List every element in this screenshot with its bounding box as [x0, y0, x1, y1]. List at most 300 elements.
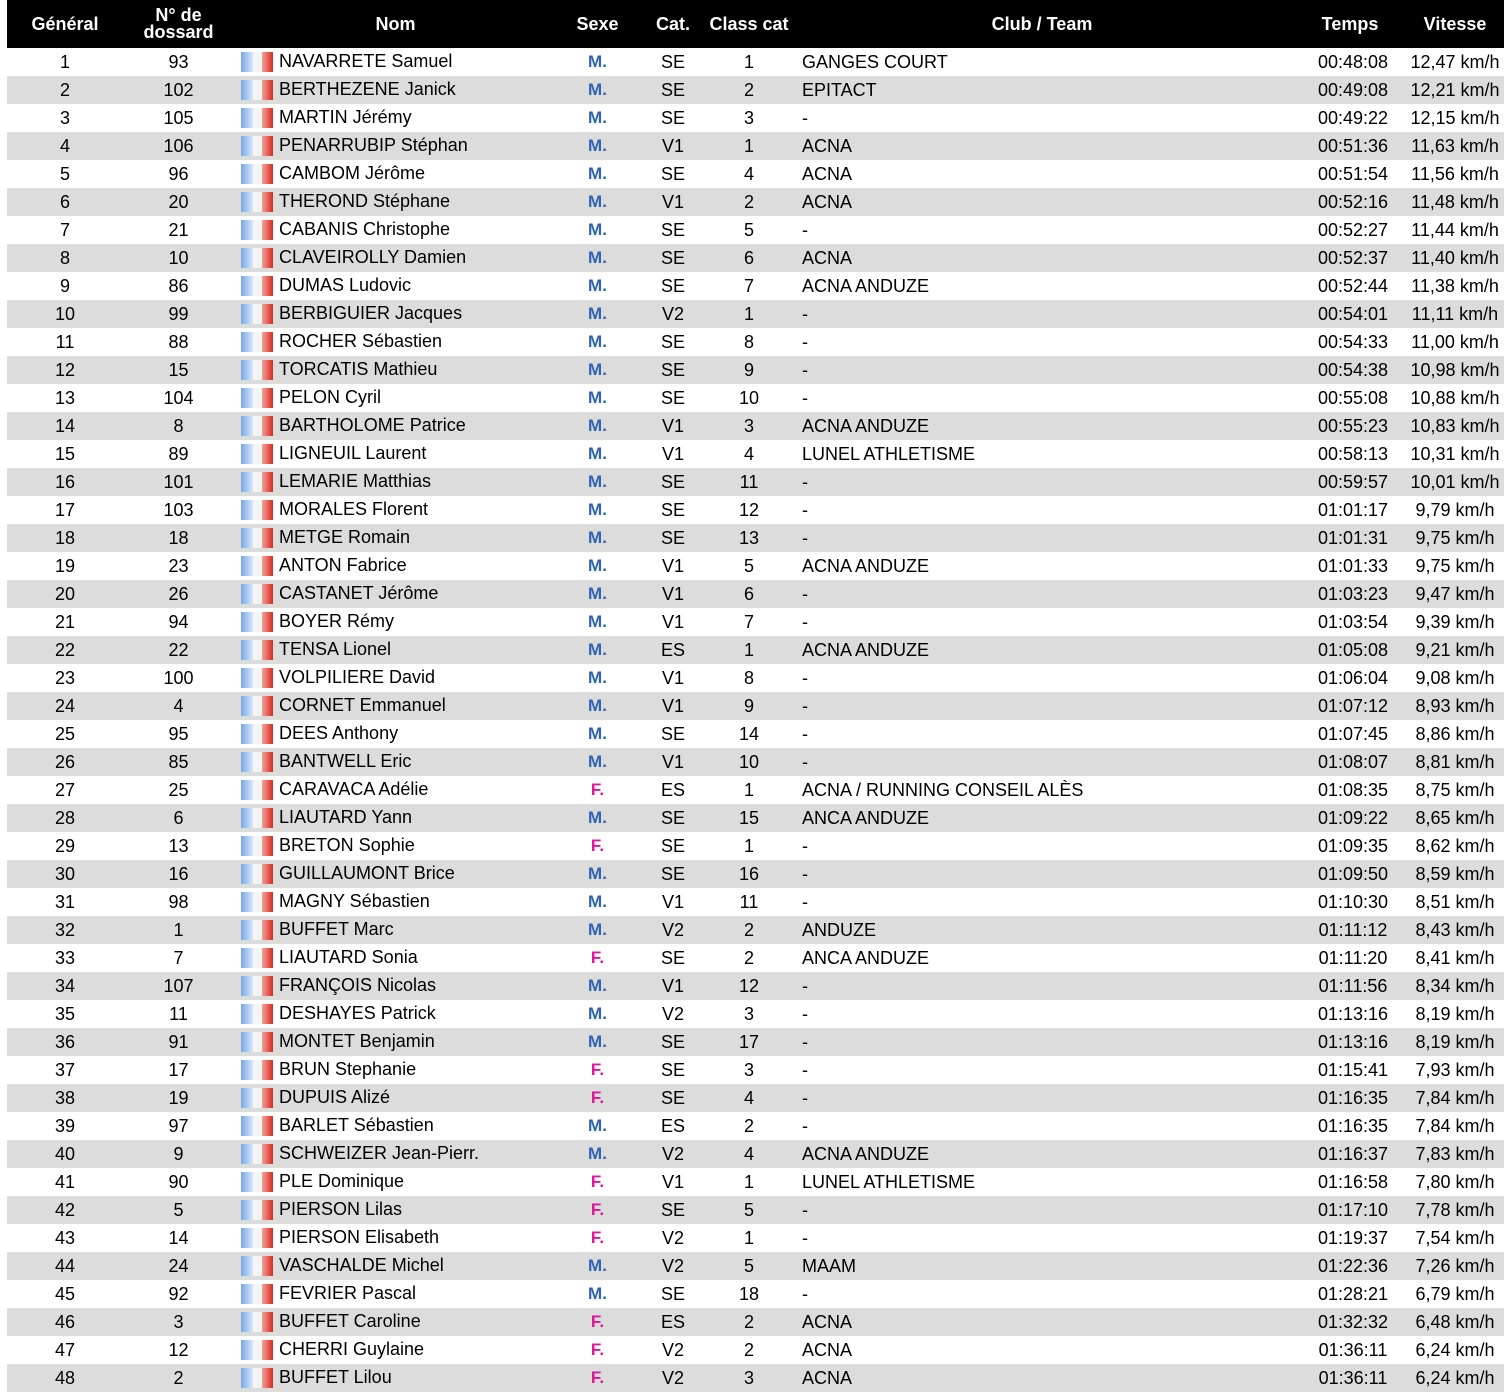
- cell-sexe: F.: [557, 1364, 638, 1392]
- cell-cat: SE: [660, 499, 685, 520]
- runner-name[interactable]: LIAUTARD Yann: [279, 807, 413, 828]
- cell-class-cat: 16: [708, 860, 790, 888]
- table-row[interactable]: [7, 132, 1504, 160]
- cell-temps: 01:13:16: [1294, 1028, 1406, 1056]
- cell-vitesse: 8,93 km/h: [1406, 692, 1504, 720]
- cell-club: ACNA: [790, 188, 1294, 216]
- cell-vitesse: 7,84 km/h: [1406, 1084, 1504, 1112]
- cell-dossard: 5: [123, 1196, 234, 1224]
- france-flag-icon: [241, 808, 273, 828]
- cell-class-cat: 5: [743, 219, 754, 240]
- cell-temps: 01:16:58: [1317, 1171, 1389, 1192]
- cell-cat: V2: [638, 300, 708, 328]
- cell-nom: [234, 468, 557, 496]
- runner-name[interactable]: CABANIS Christophe: [279, 219, 451, 240]
- table-row[interactable]: [7, 1000, 1504, 1028]
- cell-temps: 00:58:13: [1317, 443, 1389, 464]
- table-row[interactable]: [7, 972, 1504, 1000]
- cell-club: GANGES COURT: [802, 51, 948, 72]
- runner-name[interactable]: PIERSON Lilas: [279, 1199, 403, 1220]
- table-row[interactable]: [7, 1056, 1504, 1084]
- runner-name[interactable]: NAVARRETE Samuel: [279, 51, 453, 72]
- cell-vitesse: 7,80 km/h: [1415, 1171, 1495, 1192]
- cell-sexe: M.: [588, 1004, 607, 1023]
- france-flag-icon: [241, 500, 273, 520]
- cell-dossard: 13: [168, 835, 189, 856]
- france-flag-icon: [241, 668, 273, 688]
- results-body: [7, 48, 1504, 1392]
- france-flag-icon: [241, 1256, 273, 1276]
- cell-dossard: 6: [123, 804, 234, 832]
- runner-name[interactable]: CLAVEIROLLY Damien: [279, 247, 467, 268]
- cell-vitesse: 12,21 km/h: [1406, 76, 1504, 104]
- cell-dossard: 24: [123, 1252, 234, 1280]
- cell-nom: [234, 328, 557, 356]
- table-row[interactable]: [7, 412, 1504, 440]
- table-row[interactable]: [7, 216, 1504, 244]
- runner-name[interactable]: VOLPILIERE David: [279, 667, 436, 688]
- cell-class-cat: 13: [708, 524, 790, 552]
- table-row[interactable]: [7, 1252, 1504, 1280]
- cell-cat: SE: [638, 524, 708, 552]
- runner-name[interactable]: BUFFET Caroline: [279, 1311, 421, 1332]
- cell-nom: [234, 1224, 557, 1252]
- cell-dossard: 98: [168, 891, 189, 912]
- table-row[interactable]: [7, 468, 1504, 496]
- cell-cat: V2: [661, 1227, 685, 1248]
- france-flag-icon: [241, 472, 273, 492]
- cell-nom: [234, 272, 557, 300]
- table-row[interactable]: [7, 916, 1504, 944]
- cell-class-cat: 1: [708, 636, 790, 664]
- cell-temps: 01:09:50: [1294, 860, 1406, 888]
- cell-vitesse: 7,54 km/h: [1415, 1227, 1495, 1248]
- cell-sexe: M.: [588, 892, 607, 911]
- table-row[interactable]: [7, 1364, 1504, 1392]
- cell-dossard: 86: [168, 275, 189, 296]
- table-row[interactable]: [7, 328, 1504, 356]
- cell-nom: [234, 496, 557, 524]
- cell-cat: SE: [638, 860, 708, 888]
- cell-temps: 01:07:12: [1294, 692, 1406, 720]
- cell-club: -: [790, 972, 1294, 1000]
- table-row[interactable]: [7, 1224, 1504, 1252]
- table-row[interactable]: [7, 1140, 1504, 1168]
- cell-cat: V1: [661, 1171, 685, 1192]
- cell-nom: [234, 832, 557, 860]
- runner-name[interactable]: DUMAS Ludovic: [279, 275, 412, 296]
- runner-name[interactable]: PIERSON Elisabeth: [279, 1227, 440, 1248]
- cell-dossard: 26: [123, 580, 234, 608]
- runner-name[interactable]: LEMARIE Matthias: [279, 471, 432, 492]
- cell-temps: 00:52:37: [1294, 244, 1406, 272]
- cell-nom: [234, 412, 557, 440]
- france-flag-icon: [241, 892, 273, 912]
- cell-club: ACNA: [790, 1364, 1294, 1392]
- cell-class-cat: 18: [738, 1283, 760, 1304]
- cell-temps: 00:51:54: [1317, 163, 1389, 184]
- france-flag-icon: [241, 1200, 273, 1220]
- cell-cat: V2: [661, 1339, 685, 1360]
- runner-name[interactable]: THEROND Stéphane: [279, 191, 451, 212]
- cell-nom: [234, 1140, 557, 1168]
- cell-nom: [234, 888, 557, 916]
- header-general[interactable]: Général: [7, 0, 123, 48]
- runner-name[interactable]: CHERRI Guylaine: [279, 1339, 425, 1360]
- runner-name[interactable]: PELON Cyril: [279, 387, 382, 408]
- cell-general: 23: [54, 667, 76, 688]
- cell-vitesse: 7,83 km/h: [1406, 1140, 1504, 1168]
- table-row[interactable]: [7, 76, 1504, 104]
- cell-temps: 01:05:08: [1294, 636, 1406, 664]
- table-row[interactable]: [7, 1028, 1504, 1056]
- cell-nom: [234, 300, 557, 328]
- table-row[interactable]: [7, 804, 1504, 832]
- cell-class-cat: 3: [743, 1003, 754, 1024]
- cell-class-cat: 1: [743, 51, 754, 72]
- cell-temps: 01:08:35: [1317, 779, 1389, 800]
- runner-name[interactable]: METGE Romain: [279, 527, 411, 548]
- table-row[interactable]: [7, 1336, 1504, 1364]
- runner-name[interactable]: VASCHALDE Michel: [279, 1255, 444, 1276]
- runner-name[interactable]: DUPUIS Alizé: [279, 1087, 391, 1108]
- cell-cat: SE: [660, 51, 685, 72]
- cell-sexe: M.: [557, 244, 638, 272]
- cell-nom: [234, 1112, 557, 1140]
- france-flag-icon: [241, 780, 273, 800]
- cell-temps: 00:49:08: [1294, 76, 1406, 104]
- table-row[interactable]: [7, 580, 1504, 608]
- cell-dossard: 25: [168, 779, 189, 800]
- table-row[interactable]: [7, 1280, 1504, 1308]
- cell-dossard: 8: [123, 412, 234, 440]
- cell-class-cat: 6: [708, 580, 790, 608]
- table-row[interactable]: [7, 496, 1504, 524]
- table-row[interactable]: [7, 692, 1504, 720]
- runner-name[interactable]: FEVRIER Pascal: [279, 1283, 417, 1304]
- cell-dossard: 96: [168, 163, 189, 184]
- table-row[interactable]: [7, 608, 1504, 636]
- cell-general: 47: [54, 1339, 76, 1360]
- cell-nom: [234, 1028, 557, 1056]
- cell-nom: [234, 356, 557, 384]
- table-row[interactable]: [7, 664, 1504, 692]
- runner-name[interactable]: DESHAYES Patrick: [279, 1003, 436, 1024]
- cell-general: 31: [54, 891, 76, 912]
- cell-cat: V1: [661, 667, 685, 688]
- cell-nom: [234, 1280, 557, 1308]
- header-cat[interactable]: Cat.: [638, 0, 708, 48]
- cell-cat: V1: [638, 580, 708, 608]
- cell-club: -: [790, 692, 1294, 720]
- cell-general: 35: [54, 1003, 76, 1024]
- france-flag-icon: [241, 276, 273, 296]
- cell-club: -: [790, 748, 1294, 776]
- cell-class-cat: 12: [708, 972, 790, 1000]
- runner-name[interactable]: CARAVACA Adélie: [279, 779, 429, 800]
- cell-dossard: 85: [123, 748, 234, 776]
- cell-cat: SE: [660, 947, 685, 968]
- cell-vitesse: 8,75 km/h: [1415, 779, 1495, 800]
- cell-class-cat: 4: [743, 163, 754, 184]
- runner-name[interactable]: MONTET Benjamin: [279, 1031, 435, 1052]
- runner-name[interactable]: BANTWELL Eric: [279, 751, 412, 772]
- cell-dossard: 100: [163, 667, 194, 688]
- runner-name[interactable]: LIAUTARD Sonia: [279, 947, 418, 968]
- cell-nom: [234, 1084, 557, 1112]
- table-row[interactable]: [7, 356, 1504, 384]
- cell-general: 34: [7, 972, 123, 1000]
- cell-club: -: [790, 1028, 1294, 1056]
- cell-sexe: M.: [557, 412, 638, 440]
- cell-cat: V1: [661, 443, 685, 464]
- cell-temps: 01:13:16: [1317, 1003, 1389, 1024]
- france-flag-icon: [241, 1312, 273, 1332]
- cell-dossard: 93: [168, 51, 189, 72]
- cell-sexe: F.: [590, 780, 605, 799]
- runner-name[interactable]: ANTON Fabrice: [279, 555, 407, 576]
- table-row[interactable]: [7, 888, 1504, 916]
- cell-temps: 01:28:21: [1317, 1283, 1389, 1304]
- cell-sexe: M.: [588, 1116, 607, 1135]
- runner-name[interactable]: BUFFET Marc: [279, 919, 394, 940]
- runner-name[interactable]: DEES Anthony: [279, 723, 399, 744]
- results-table: [7, 0, 1504, 1392]
- cell-dossard: 103: [163, 499, 194, 520]
- cell-sexe: F.: [557, 1084, 638, 1112]
- cell-temps: 00:49:22: [1317, 107, 1389, 128]
- cell-cat: V1: [661, 555, 685, 576]
- cell-class-cat: 2: [743, 1115, 754, 1136]
- table-row[interactable]: [7, 48, 1504, 76]
- runner-name[interactable]: MORALES Florent: [279, 499, 429, 520]
- cell-class-cat: 2: [708, 1308, 790, 1336]
- cell-class-cat: 1: [743, 1227, 754, 1248]
- runner-name[interactable]: BRUN Stephanie: [279, 1059, 417, 1080]
- runner-name[interactable]: PENARRUBIP Stéphan: [279, 135, 468, 156]
- header-nom[interactable]: Nom: [234, 0, 557, 48]
- cell-sexe: M.: [557, 188, 638, 216]
- cell-cat: SE: [660, 275, 685, 296]
- runner-name[interactable]: BARTHOLOME Patrice: [279, 415, 466, 436]
- cell-vitesse: 9,75 km/h: [1406, 524, 1504, 552]
- france-flag-icon: [241, 696, 273, 716]
- header-club[interactable]: Club / Team: [790, 0, 1294, 48]
- cell-club: -: [790, 356, 1294, 384]
- cell-general: 4: [7, 132, 123, 160]
- cell-nom: [234, 1336, 557, 1364]
- cell-nom: [234, 1168, 557, 1196]
- table-row[interactable]: [7, 944, 1504, 972]
- cell-sexe: M.: [588, 556, 607, 575]
- cell-cat: ES: [638, 1308, 708, 1336]
- cell-sexe: M.: [588, 108, 607, 127]
- cell-dossard: 104: [163, 387, 194, 408]
- runner-name[interactable]: GUILLAUMONT Brice: [279, 863, 455, 884]
- runner-name[interactable]: TENSA Lionel: [279, 639, 392, 660]
- cell-club: -: [802, 1283, 808, 1304]
- cell-temps: 01:10:30: [1317, 891, 1389, 912]
- france-flag-icon: [241, 332, 273, 352]
- cell-temps: 01:01:31: [1294, 524, 1406, 552]
- table-row[interactable]: [7, 1168, 1504, 1196]
- cell-temps: 01:03:23: [1294, 580, 1406, 608]
- table-row[interactable]: [7, 244, 1504, 272]
- cell-cat: ES: [660, 779, 685, 800]
- france-flag-icon: [241, 864, 273, 884]
- cell-cat: SE: [638, 244, 708, 272]
- cell-general: 16: [7, 468, 123, 496]
- cell-temps: 01:06:04: [1317, 667, 1389, 688]
- cell-vitesse: 10,98 km/h: [1406, 356, 1504, 384]
- runner-name[interactable]: MAGNY Sébastien: [279, 891, 430, 912]
- runner-name[interactable]: BOYER Rémy: [279, 611, 395, 632]
- cell-temps: 01:22:36: [1294, 1252, 1406, 1280]
- cell-temps: 00:54:01: [1294, 300, 1406, 328]
- table-row[interactable]: [7, 776, 1504, 804]
- table-row[interactable]: [7, 104, 1504, 132]
- cell-sexe: M.: [588, 1284, 607, 1303]
- table-row[interactable]: [7, 1196, 1504, 1224]
- runner-name[interactable]: BRETON Sophie: [279, 835, 415, 856]
- cell-class-cat: 4: [708, 1140, 790, 1168]
- table-row[interactable]: [7, 748, 1504, 776]
- runner-name[interactable]: TORCATIS Mathieu: [279, 359, 438, 380]
- cell-nom: [234, 860, 557, 888]
- runner-name[interactable]: BERTHEZENE Janick: [279, 79, 456, 100]
- cell-temps: 00:55:08: [1317, 387, 1389, 408]
- runner-name[interactable]: LIGNEUIL Laurent: [279, 443, 427, 464]
- cell-class-cat: 10: [738, 387, 760, 408]
- table-row[interactable]: [7, 860, 1504, 888]
- cell-class-cat: 15: [708, 804, 790, 832]
- cell-temps: 00:54:38: [1294, 356, 1406, 384]
- cell-class-cat: 1: [743, 1171, 754, 1192]
- runner-name[interactable]: CASTANET Jérôme: [279, 583, 439, 604]
- france-flag-icon: [241, 1060, 273, 1080]
- cell-nom: [234, 524, 557, 552]
- cell-vitesse: 9,79 km/h: [1415, 499, 1495, 520]
- cell-vitesse: 6,24 km/h: [1415, 1339, 1495, 1360]
- cell-sexe: M.: [588, 612, 607, 631]
- cell-vitesse: 11,00 km/h: [1411, 331, 1499, 352]
- table-row[interactable]: [7, 1084, 1504, 1112]
- cell-dossard: 1: [123, 916, 234, 944]
- table-row[interactable]: [7, 188, 1504, 216]
- cell-vitesse: 6,79 km/h: [1415, 1283, 1495, 1304]
- france-flag-icon: [241, 920, 273, 940]
- header-vitesse[interactable]: Vitesse: [1406, 0, 1504, 48]
- cell-vitesse: 11,48 km/h: [1406, 188, 1504, 216]
- runner-name[interactable]: PLE Dominique: [279, 1171, 405, 1192]
- cell-vitesse: 11,38 km/h: [1411, 275, 1499, 296]
- table-row[interactable]: [7, 1308, 1504, 1336]
- runner-name[interactable]: BARLET Sébastien: [279, 1115, 434, 1136]
- table-row[interactable]: [7, 720, 1504, 748]
- cell-class-cat: 4: [743, 443, 754, 464]
- cell-class-cat: 11: [739, 891, 759, 912]
- table-row[interactable]: [7, 384, 1504, 412]
- cell-sexe: F.: [590, 1172, 605, 1191]
- table-row[interactable]: [7, 552, 1504, 580]
- cell-temps: 01:16:35: [1317, 1115, 1389, 1136]
- header-dossard[interactable]: N° de dossard: [123, 0, 234, 48]
- cell-general: 9: [59, 275, 70, 296]
- cell-dossard: 105: [163, 107, 194, 128]
- cell-general: 27: [54, 779, 76, 800]
- cell-vitesse: 9,08 km/h: [1415, 667, 1495, 688]
- cell-temps: 01:09:22: [1294, 804, 1406, 832]
- cell-club: -: [802, 667, 808, 688]
- cell-dossard: 88: [168, 331, 189, 352]
- cell-cat: SE: [660, 1283, 685, 1304]
- cell-dossard: 15: [123, 356, 234, 384]
- cell-sexe: M.: [557, 132, 638, 160]
- cell-club: -: [790, 860, 1294, 888]
- cell-sexe: M.: [588, 220, 607, 239]
- cell-temps: 00:52:27: [1317, 219, 1389, 240]
- cell-general: 38: [7, 1084, 123, 1112]
- runner-name[interactable]: FRANÇOIS Nicolas: [279, 975, 437, 996]
- cell-temps: 01:03:54: [1317, 611, 1389, 632]
- table-row[interactable]: [7, 636, 1504, 664]
- runner-name[interactable]: CAMBOM Jérôme: [279, 163, 426, 184]
- table-row[interactable]: [7, 440, 1504, 468]
- table-row[interactable]: [7, 160, 1504, 188]
- table-row[interactable]: [7, 832, 1504, 860]
- runner-name[interactable]: MARTIN Jérémy: [279, 107, 412, 128]
- cell-cat: ES: [638, 636, 708, 664]
- cell-class-cat: 3: [708, 412, 790, 440]
- cell-sexe: M.: [588, 164, 607, 183]
- cell-sexe: M.: [588, 668, 607, 687]
- france-flag-icon: [241, 220, 273, 240]
- runner-name[interactable]: BUFFET Lilou: [279, 1367, 392, 1388]
- cell-club: ACNA ANDUZE: [790, 412, 1294, 440]
- header-temps[interactable]: Temps: [1294, 0, 1406, 48]
- table-row[interactable]: [7, 300, 1504, 328]
- cell-vitesse: 11,11 km/h: [1406, 300, 1504, 328]
- runner-name[interactable]: CORNET Emmanuel: [279, 695, 446, 716]
- header-sexe[interactable]: Sexe: [557, 0, 638, 48]
- cell-general: 10: [7, 300, 123, 328]
- cell-club: ACNA: [802, 163, 853, 184]
- cell-club: -: [802, 331, 808, 352]
- runner-name[interactable]: BERBIGUIER Jacques: [279, 303, 463, 324]
- cell-general: 6: [7, 188, 123, 216]
- cell-vitesse: 7,84 km/h: [1415, 1115, 1495, 1136]
- cell-class-cat: 1: [743, 779, 754, 800]
- runner-name[interactable]: ROCHER Sébastien: [279, 331, 443, 352]
- france-flag-icon: [241, 612, 273, 632]
- cell-general: 37: [54, 1059, 76, 1080]
- table-row[interactable]: [7, 524, 1504, 552]
- table-row[interactable]: [7, 272, 1504, 300]
- cell-class-cat: 9: [708, 692, 790, 720]
- france-flag-icon: [241, 52, 273, 72]
- cell-club: ACNA: [790, 132, 1294, 160]
- cell-nom: [234, 776, 557, 804]
- table-row[interactable]: [7, 1112, 1504, 1140]
- header-class-cat[interactable]: Class cat: [708, 0, 790, 48]
- runner-name[interactable]: SCHWEIZER Jean-Pierr.: [279, 1143, 480, 1164]
- france-flag-icon: [241, 556, 273, 576]
- cell-vitesse: 11,63 km/h: [1406, 132, 1504, 160]
- cell-club: LUNEL ATHLETISME: [802, 443, 976, 464]
- cell-club: ACNA: [790, 1308, 1294, 1336]
- cell-general: 1: [59, 51, 70, 72]
- cell-club: -: [802, 1227, 808, 1248]
